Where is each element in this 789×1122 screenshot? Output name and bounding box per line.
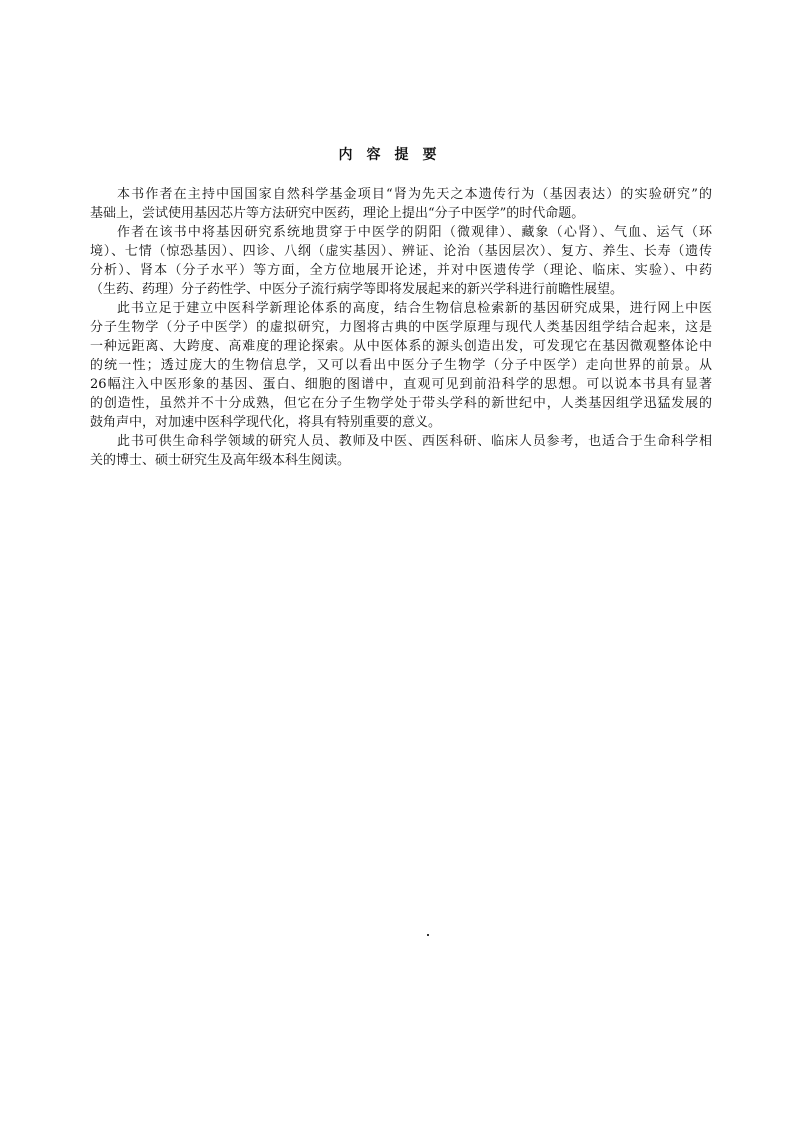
text-line: 关的博士、硕士研究生及高年级本科生阅读。 — [90, 453, 351, 468]
text-line: 26幅注入中医形象的基因、蛋白、细胞的图谱中，直观可见到前沿科学的思想。可以说本书具有显著 — [90, 377, 712, 392]
text-line: 分析）、肾本（分子水平）等方面，全方位地展开论述，并对中医遗传学（理论、临床、实验）、中药 — [90, 263, 712, 278]
text-line: （生药、药理）分子药性学、中医分子流行病学等即将发展起来的新兴学科进行前瞻性展望。 — [90, 282, 624, 297]
text-line: 一种远距离、大跨度、高难度的理论探索。从中医体系的源头创造出发，可发现它在基因微观整体论中 — [90, 339, 712, 354]
text-line: 鼓角声中，对加速中医科学现代化，将具有特别重要的意义。 — [90, 415, 442, 430]
text-line: 的统一性；透过庞大的生物信息学，又可以看出中医分子生物学（分子中医学）走向世界的前景。从 — [90, 358, 712, 373]
paragraph-2 — [90, 223, 712, 299]
paragraph-1 — [90, 185, 712, 223]
text-line: 境）、七情（惊恐基因）、四诊、八纲（虚实基因）、辨证、论治（基因层次）、复方、养生、长寿（遗传 — [90, 244, 712, 259]
summary-body — [90, 185, 712, 470]
paragraph-3 — [90, 299, 712, 432]
text-line: 此书可供生命科学领域的研究人员、教师及中医、西医科研、临床人员参考，也适合于生命科学相 — [117, 434, 712, 449]
scan-speck — [427, 934, 429, 936]
paragraph-4 — [90, 432, 712, 470]
text-line: 分子生物学（分子中医学）的虚拟研究，力图将古典的中医学原理与现代人类基因组学结合起来，这是 — [90, 320, 712, 335]
text-line: 作者在该书中将基因研究系统地贯穿于中医学的阴阳（微观律）、藏象（心肾）、气血、运气（环 — [117, 225, 712, 240]
text-line: 的创造性，虽然并不十分成熟，但它在分子生物学处于带头学科的新世纪中，人类基因组学迅猛发展的 — [90, 396, 712, 411]
page-title: 内容提要 — [338, 147, 451, 163]
text-line: 此书立足于建立中医科学新理论体系的高度，结合生物信息检索新的基因研究成果，进行网上中医 — [117, 301, 712, 316]
text-line: 本书作者在主持中国国家自然科学基金项目“肾为先天之本遗传行为（基因表达）的实验研究”的 — [117, 187, 712, 202]
text-line: 基础上，尝试使用基因芯片等方法研究中医药，理论上提出“分子中医学”的时代命题。 — [90, 206, 585, 221]
